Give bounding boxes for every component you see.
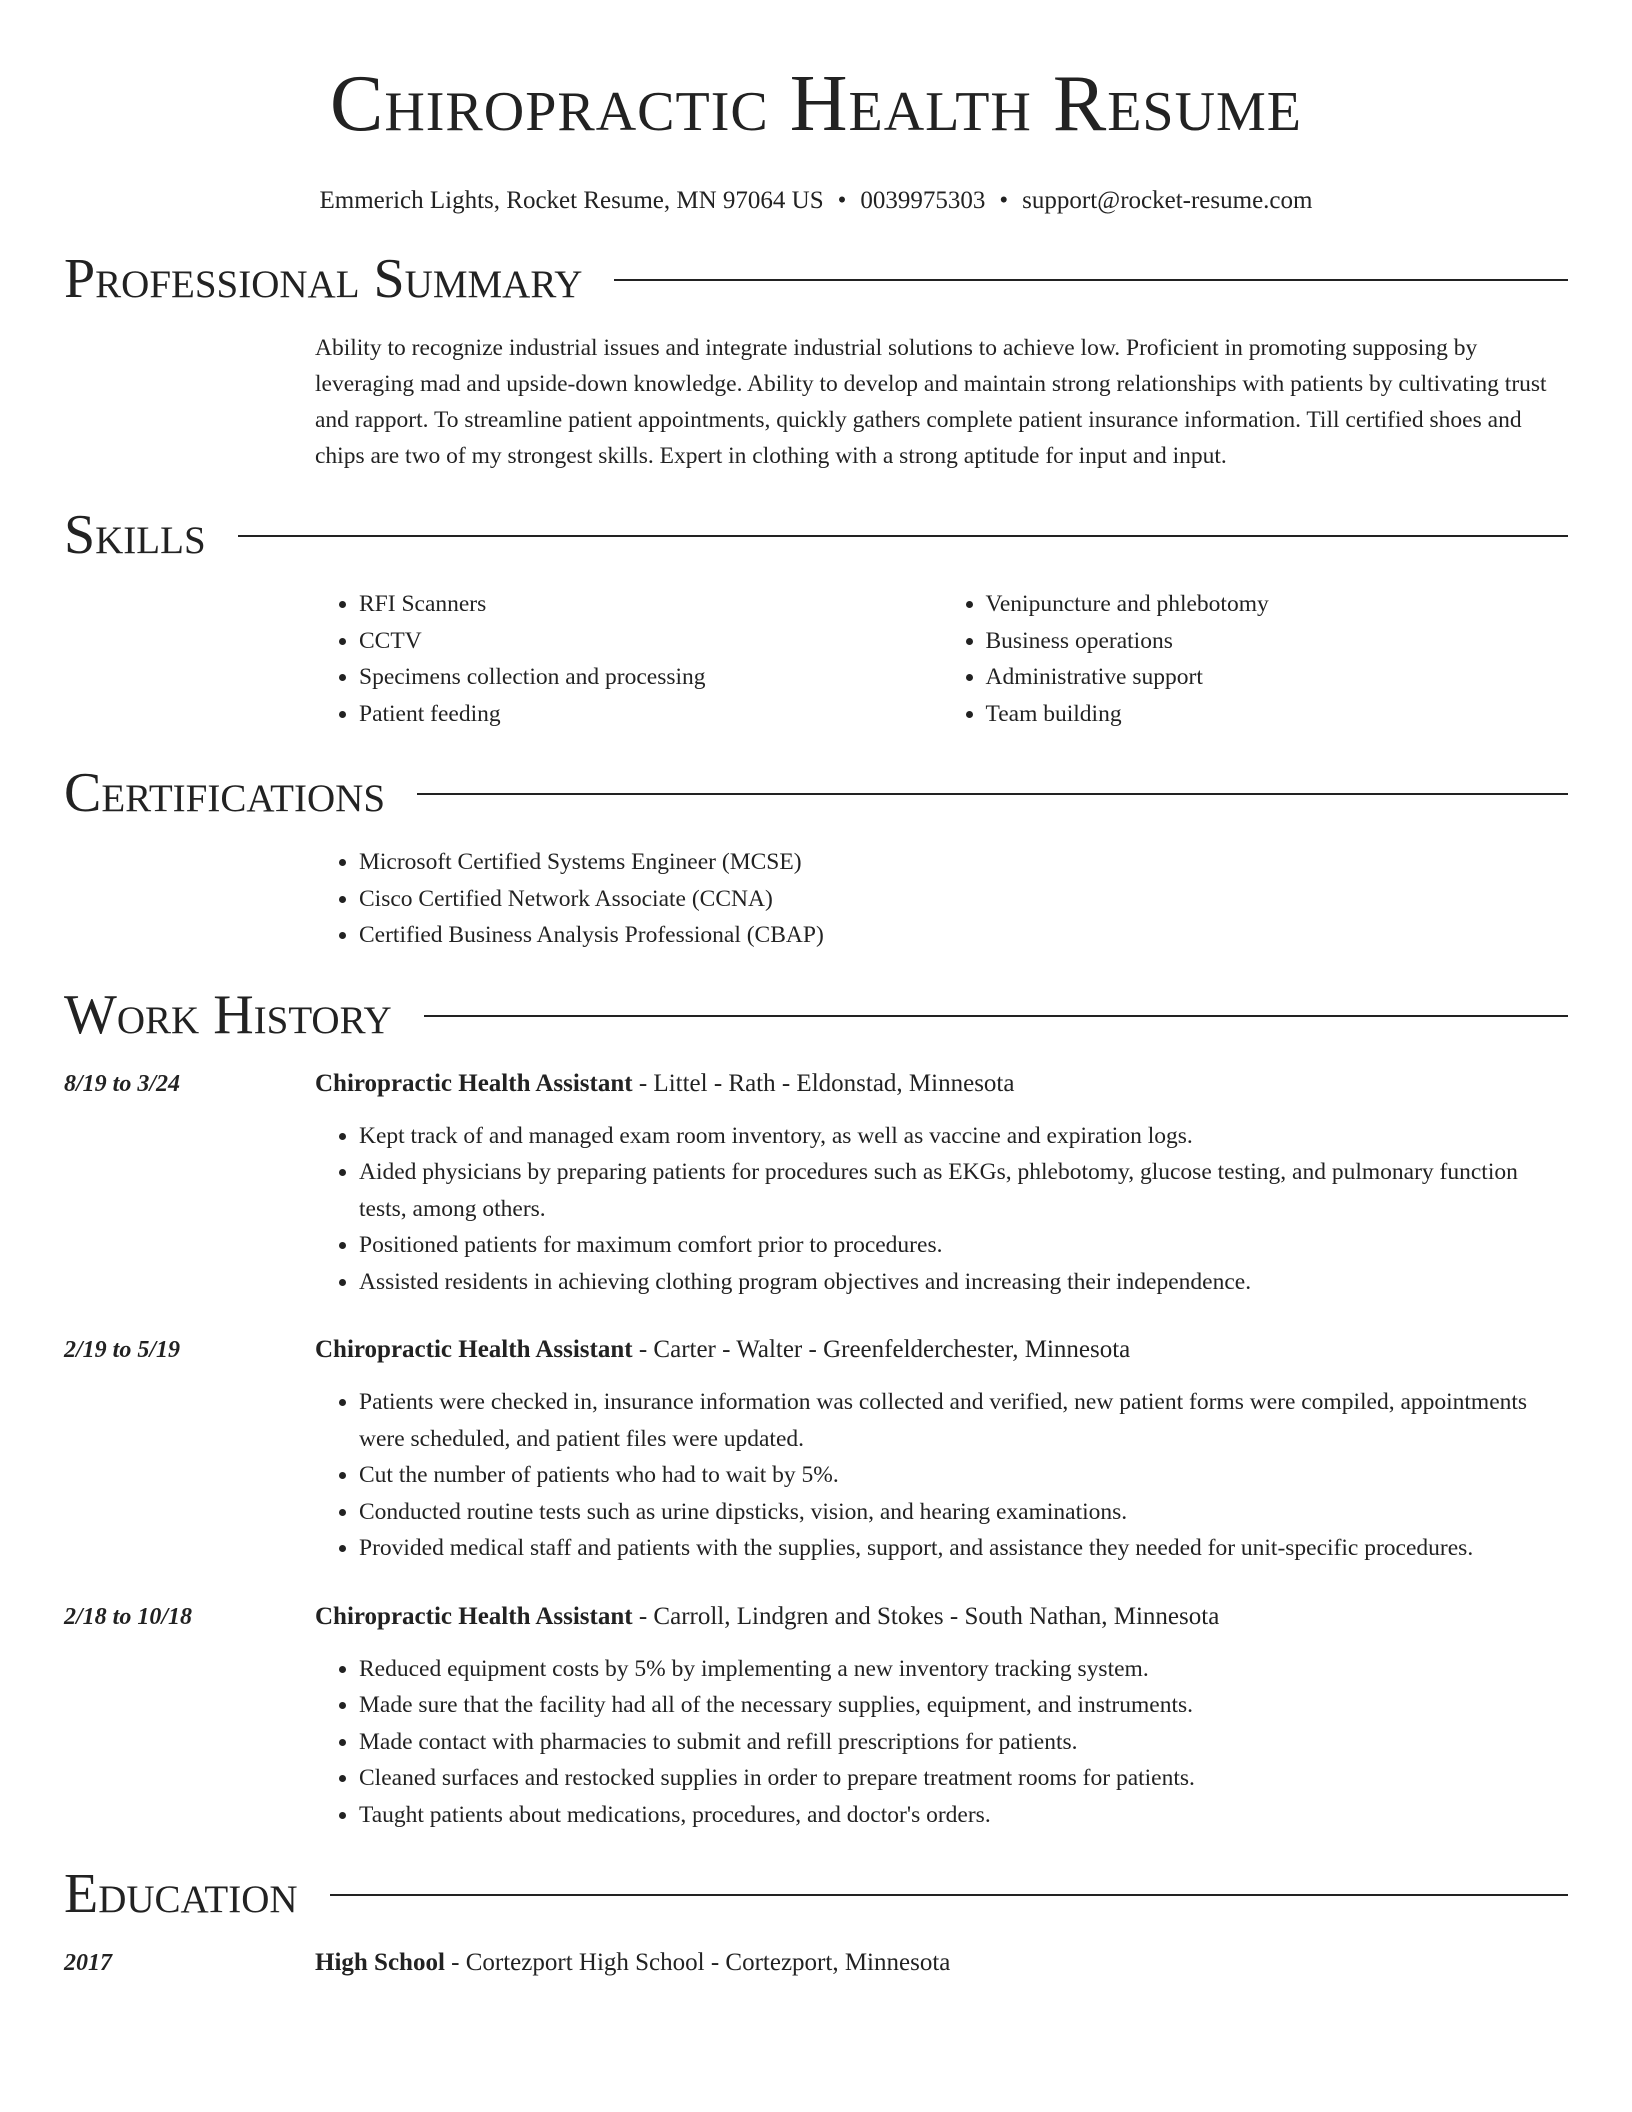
work-title-line <box>315 1332 1568 1368</box>
resume-title: Chiropractic Health Resume <box>329 60 1303 148</box>
work-bullet: • Conducted routine tests such as urine dipsticks, vision, and hearing examinations. <box>359 1494 1568 1531</box>
section-header-summary <box>64 244 1568 314</box>
job-employer: - Carter - Walter - Greenfelderchester, Minnesota <box>632 1336 1131 1363</box>
section-title-education: Education <box>64 1863 298 1925</box>
skill-item: • Team building <box>986 696 1569 733</box>
work-bullet: • Positioned patients for maximum comfort prior to procedures. <box>359 1227 1568 1264</box>
skills-list <box>315 586 1568 732</box>
section-title-summary: Professional Summary <box>64 248 583 310</box>
work-bullets <box>315 1384 1568 1567</box>
certifications-items <box>315 844 1568 954</box>
summary-paragraph: Ability to recognize industrial issues and integrate industrial solutions to achieve low. Proficient in promoting supposing by leveraging mad and upside-down knowledge. Ability to develop and maintain strong relationships with patients by cultivating trust and rapport. To streamline patient appointments, quickly gathers complete patient insurance information. Till certified shoes and chips are two of my strongest skills. Expert in clothing with a strong aptitude for input and input. <box>315 335 1547 469</box>
contact-address: Emmerich Lights, Rocket Resume, MN 97064 US <box>319 187 824 214</box>
skill-item: • Venipuncture and phlebotomy <box>986 586 1569 623</box>
skill-item: • Administrative support <box>986 659 1569 696</box>
work-body <box>315 1332 1568 1567</box>
work-bullets <box>315 1651 1568 1834</box>
work-bullet: • Provided medical staff and patients with the supplies, support, and assistance they needed for unit-specific procedures. <box>359 1530 1568 1567</box>
section-title-certifications: Certifications <box>64 762 386 824</box>
work-bullet: • Patients were checked in, insurance information was collected and verified, new patient forms were compiled, appointments were scheduled, and patient files were updated. <box>359 1384 1568 1457</box>
certification-item: • Cisco Certified Network Associate (CCNA) <box>359 881 1568 918</box>
education-date: 2017 <box>64 1950 112 1976</box>
work-date: 2/18 to 10/18 <box>64 1603 193 1630</box>
education-body <box>315 1945 1568 1981</box>
section-rule <box>238 535 1568 537</box>
section-rule <box>614 279 1568 281</box>
work-bullet: • Assisted residents in achieving clothing program objectives and increasing their independence. <box>359 1264 1568 1301</box>
work-entry <box>64 1332 1568 1567</box>
section-title-work: Work History <box>64 983 392 1046</box>
section-title-skills: Skills <box>64 504 206 566</box>
job-title: Chiropractic Health Assistant <box>315 1602 633 1630</box>
job-title: Chiropractic Health Assistant <box>315 1069 633 1097</box>
work-title-line <box>315 1599 1568 1635</box>
work-bullet: • Made sure that the facility had all of the necessary supplies, equipment, and instruments. <box>359 1687 1568 1724</box>
skills-column-left <box>315 586 942 732</box>
contact-line <box>64 184 1568 218</box>
job-employer: - Carroll, Lindgren and Stokes - South Nathan, Minnesota <box>632 1602 1220 1630</box>
section-rule <box>417 793 1568 795</box>
certifications-list <box>315 844 1568 954</box>
work-bullets <box>315 1118 1568 1301</box>
work-entry <box>64 1599 1568 1834</box>
education-degree: High School <box>315 1949 445 1976</box>
work-bullet: • Reduced equipment costs by 5% by implementing a new inventory tracking system. <box>359 1651 1568 1688</box>
section-rule <box>424 1015 1568 1017</box>
section-header-education <box>64 1859 1568 1929</box>
section-header-work <box>64 980 1568 1050</box>
contact-separator: • <box>837 187 847 214</box>
contact-separator: • <box>999 187 1009 214</box>
skill-item: • Business operations <box>986 623 1569 660</box>
work-body <box>315 1599 1568 1834</box>
work-bullet: • Made contact with pharmacies to submit and refill prescriptions for patients. <box>359 1724 1568 1761</box>
contact-phone: 0039975303 <box>860 187 986 214</box>
work-body <box>315 1066 1568 1301</box>
education-entry <box>64 1945 1568 1981</box>
skill-item: • CCTV <box>359 623 942 660</box>
work-date: 2/19 to 5/19 <box>64 1337 181 1363</box>
work-bullet: • Taught patients about medications, procedures, and doctor's orders. <box>359 1797 1568 1834</box>
work-bullet: • Cleaned surfaces and restocked supplies in order to prepare treatment rooms for patients. <box>359 1760 1568 1797</box>
skill-item: • Patient feeding <box>359 696 942 733</box>
job-employer: - Littel - Rath - Eldonstad, Minnesota <box>632 1069 1015 1097</box>
work-date: 8/19 to 3/24 <box>64 1070 181 1097</box>
work-bullet: • Kept track of and managed exam room inventory, as well as vaccine and expiration logs. <box>359 1118 1568 1155</box>
work-entry <box>64 1066 1568 1301</box>
education-line <box>315 1945 1568 1981</box>
job-title: Chiropractic Health Assistant <box>315 1336 633 1363</box>
certification-item: • Certified Business Analysis Professional (CBAP) <box>359 917 1568 954</box>
work-bullet: • Cut the number of patients who had to wait by 5%. <box>359 1457 1568 1494</box>
certification-item: • Microsoft Certified Systems Engineer (MCSE) <box>359 844 1568 881</box>
skills-column-right <box>942 586 1569 732</box>
education-school: - Cortezport High School - Cortezport, Minnesota <box>444 1949 951 1976</box>
section-header-skills <box>64 500 1568 570</box>
work-title-line <box>315 1066 1568 1102</box>
contact-email: support@rocket-resume.com <box>1022 187 1313 214</box>
skill-item: • Specimens collection and processing <box>359 659 942 696</box>
work-bullet: • Aided physicians by preparing patients for procedures such as EKGs, phlebotomy, glucose testing, and pulmonary function tests, among others. <box>359 1154 1568 1227</box>
section-rule <box>330 1894 1568 1896</box>
skill-item: • RFI Scanners <box>359 586 942 623</box>
section-header-certifications <box>64 758 1568 828</box>
